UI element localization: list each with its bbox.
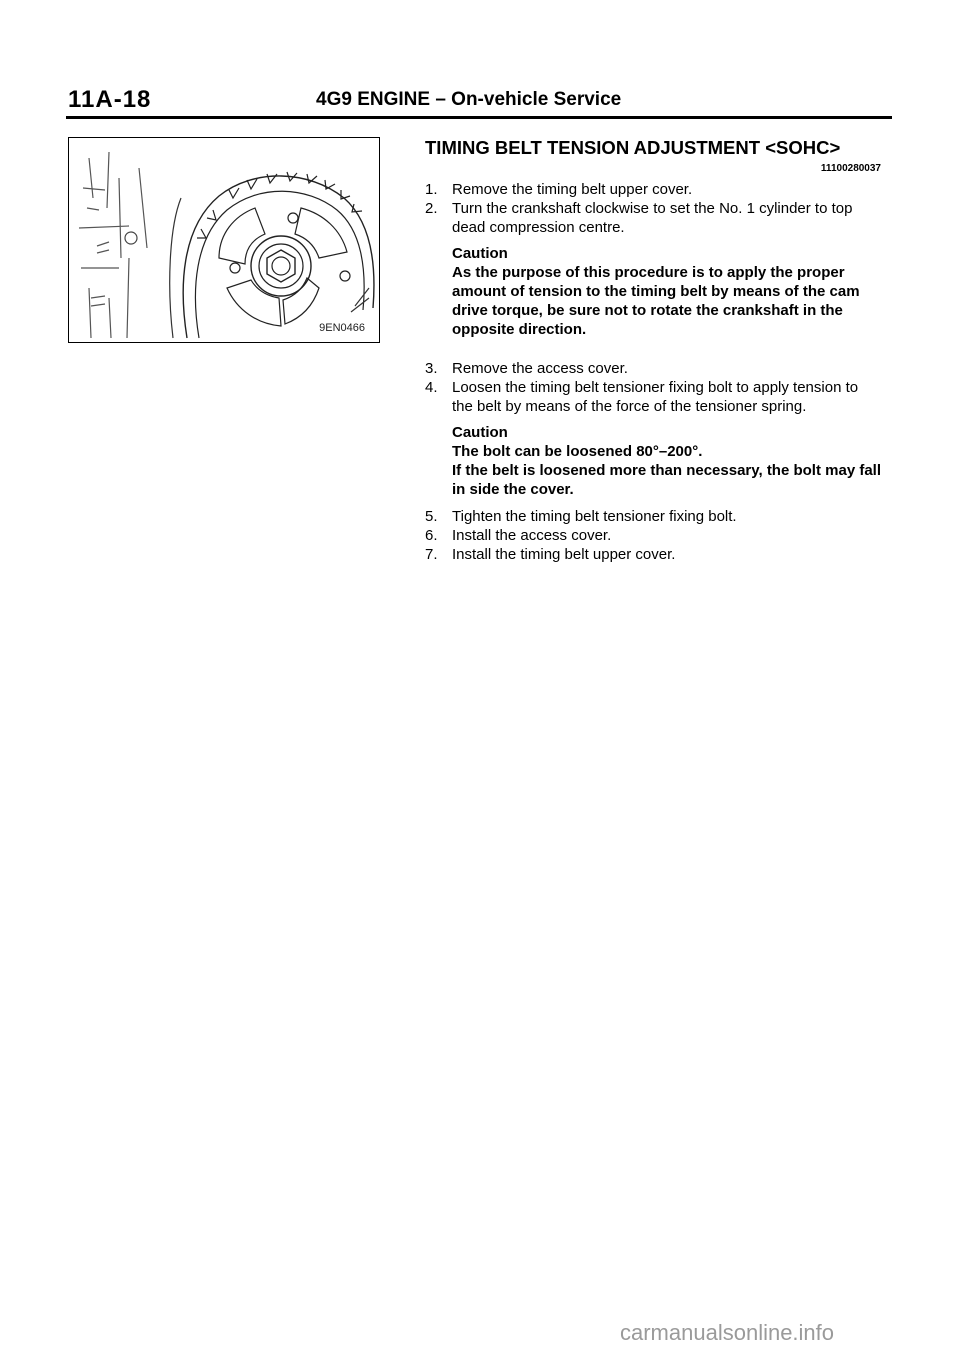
step-1: 1. Remove the timing belt upper cover. (425, 181, 693, 198)
caution-text-2: If the belt is loosened more than necessary, the bolt may fall in side the cover. (452, 462, 882, 498)
procedure-steps-end (425, 507, 881, 564)
page-number: 11A-18 (68, 86, 152, 113)
step-6: 6. Install the access cover. (425, 527, 612, 544)
reference-code: 11100280037 (820, 163, 881, 174)
caution-1 (425, 244, 881, 339)
step-7: 7. Install the timing belt upper cover. (425, 546, 676, 563)
watermark: carmanualsonline.info (620, 1320, 835, 1345)
caution-heading: Caution (452, 424, 508, 441)
caution-heading: Caution (452, 245, 508, 262)
page-title: 4G9 ENGINE – On-vehicle Service (316, 89, 622, 110)
procedure-steps (425, 180, 881, 237)
camshaft-sprocket-illustration (69, 138, 379, 342)
procedure-content (425, 136, 881, 564)
step-2: 2. Turn the crankshaft clockwise to set the No. 1 cylinder to top dead compression centre. (425, 200, 853, 236)
section-title: TIMING BELT TENSION ADJUSTMENT <SOHC> (425, 137, 841, 158)
caution-2 (425, 423, 881, 499)
step-5: 5. Tighten the timing belt tensioner fixing bolt. (425, 508, 737, 525)
procedure-steps-cont (425, 359, 881, 416)
figure-code: 9EN0466 (319, 322, 365, 334)
step-4: 4. Loosen the timing belt tensioner fixing bolt to apply tension to the belt by means of the force of the tensioner spring. (425, 379, 859, 415)
header-rule (66, 116, 892, 119)
caution-text: The bolt can be loosened 80°–200°. (452, 443, 703, 460)
caution-text: As the purpose of this procedure is to apply the proper amount of tension to the timing belt by means of the cam drive torque, be sure not to rotate the crankshaft in the opposite direction. (452, 264, 860, 338)
timing-sprocket-figure (68, 137, 380, 343)
step-3: 3. Remove the access cover. (425, 360, 628, 377)
